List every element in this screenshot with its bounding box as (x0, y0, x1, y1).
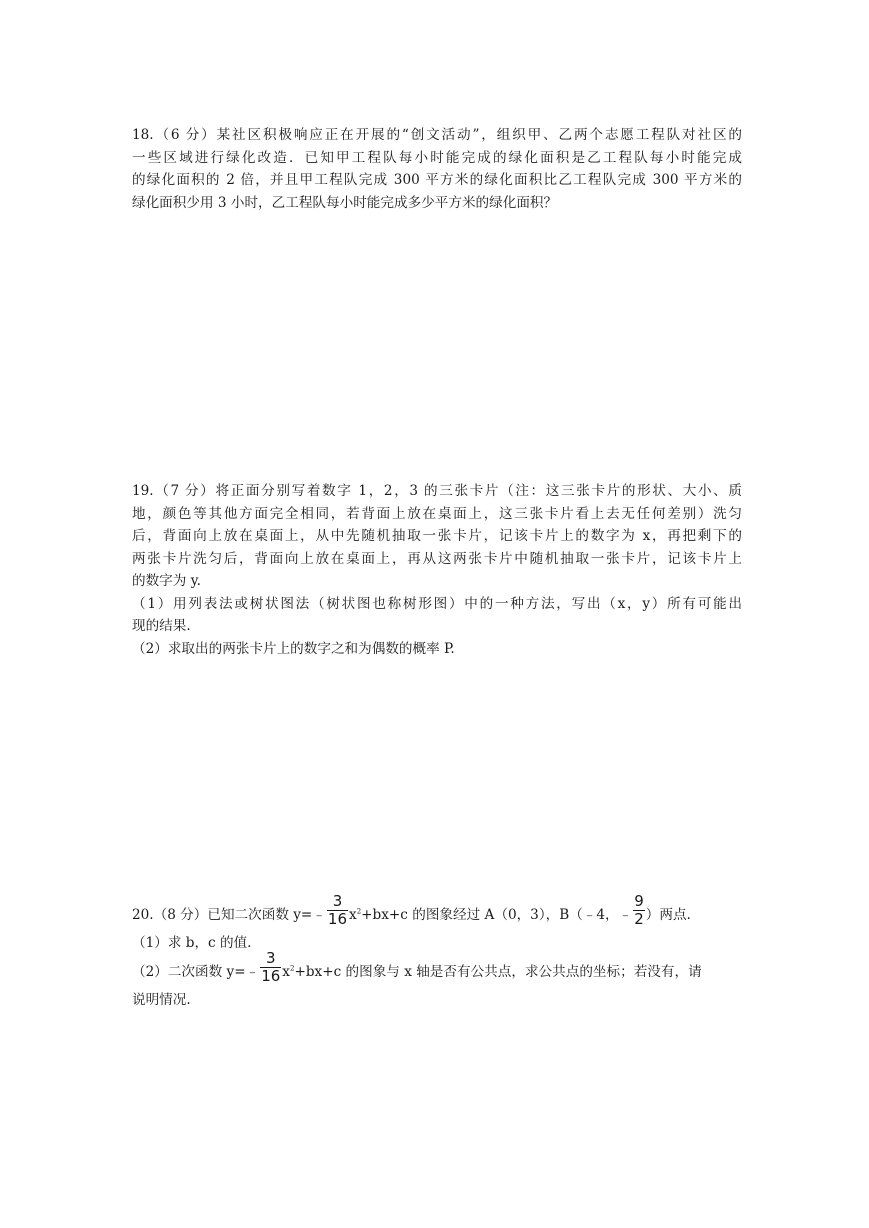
problem-18-line: 一些区域进行绿化改造．已知甲工程队每小时能完成的绿化面积是乙工程队每小时能完成 (132, 149, 742, 166)
fraction-denominator: 16 (327, 910, 348, 928)
problem-19-line: 的数字为 y. (132, 573, 201, 589)
fraction-3-16 (327, 893, 348, 928)
problem-19-part1-line: （1）用列表法或树状图法（树状图也称树形图）中的一种方法，写出（x，y）所有可能出 (132, 595, 742, 612)
problem-18-line: 的绿化面积的 2 倍，并且甲工程队完成 300 平方米的绿化面积比乙工程队完成 300 平方米的 (132, 172, 742, 188)
problem-20-text: x (282, 963, 290, 980)
problem-20-part2 (132, 948, 742, 989)
fraction-denominator: 16 (261, 966, 281, 985)
problem-20-text: +bx+c 的图象与 x 轴是否有公共点，求公共点的坐标；若没有，请 (294, 963, 702, 980)
fraction-3-16 (260, 950, 281, 985)
problem-20-part1: （1）求 b，c 的值. (132, 935, 252, 951)
problem-20-text: x (349, 907, 357, 923)
problem-19-line: 后，背面向上放在桌面上，从中先随机抽取一张卡片，记该卡片上的数字为 x，再把剩下的 (132, 528, 742, 544)
fraction-numerator: 3 (260, 950, 281, 968)
problem-20-stem (132, 892, 742, 932)
problem-19-line: 19.（7 分）将正面分别写着数字 1，2，3 的三张卡片（注：这三张卡片的形状、大小、质 (132, 483, 742, 499)
problem-20-text: +bx+c 的图象经过 A（0，3），B（﹣4，﹣ (361, 907, 633, 923)
fraction-numerator: 9 (634, 892, 644, 910)
problem-19 (132, 480, 742, 660)
problem-18-line: 绿化面积少用 3 小时，乙工程队每小时能完成多少平方米的绿化面积？ (132, 194, 558, 211)
problem-18 (132, 124, 742, 214)
problem-19-part2-line: （2）求取出的两张卡片上的数字之和为偶数的概率 P. (132, 640, 455, 657)
problem-20-part2-cont: 说明情况. (132, 991, 191, 1008)
problem-20 (132, 892, 742, 1011)
problem-18-line: 18.（6 分）某社区积极响应正在开展的“创文活动”，组织甲、乙两个志愿工程队对社区的 (132, 127, 742, 143)
exponent: 2 (289, 963, 295, 972)
exponent: 2 (356, 907, 362, 916)
problem-20-text: （2）二次函数 y=﹣ (132, 963, 260, 980)
problem-20-text: ）两点. (645, 907, 691, 923)
problem-19-line: 两张卡片洗匀后，背面向上放在桌面上，再从这两张卡片中随机抽取一张卡片，记该卡片上 (132, 550, 742, 567)
problem-19-line: 地，颜色等其他方面完全相同，若背面上放在桌面上，这三张卡片看上去无任何差别）洗匀 (132, 505, 742, 522)
problem-19-part1-line: 现的结果. (132, 618, 191, 634)
problem-20-text: 20.（8 分）已知二次函数 y=﹣ (132, 907, 326, 923)
fraction-9-2 (633, 893, 645, 928)
fraction-numerator: 3 (327, 893, 348, 911)
fraction-denominator: 2 (634, 910, 644, 928)
